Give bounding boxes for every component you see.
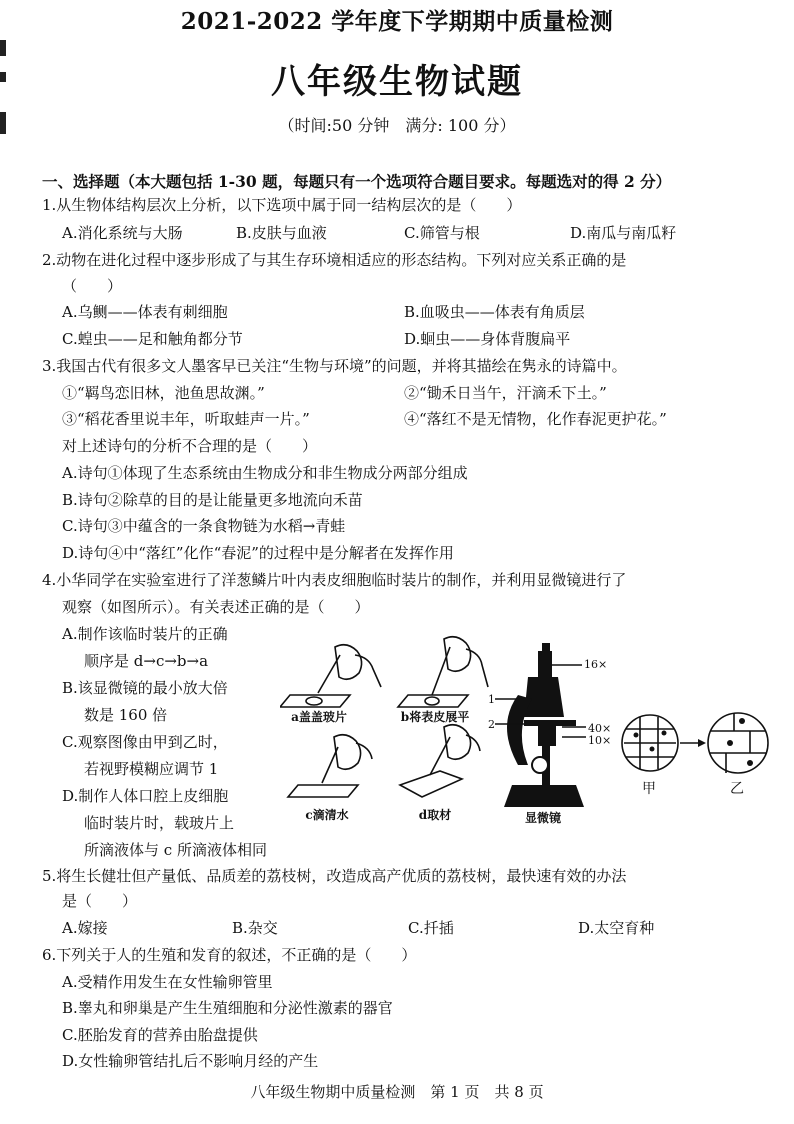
label-yi: 乙 <box>730 781 744 797</box>
section-heading: 一、选择题（本大题包括 1-30 题，每题只有一个选项符合题目要求。每题选对的得 2 分） <box>42 172 672 191</box>
field-of-view-yi <box>708 713 768 773</box>
question-1-stem: 1.从生物体结构层次上分析，以下选项中属于同一结构层次的是（ ） <box>42 196 522 214</box>
exam-title: 2021-2022 学年度下学期期中质量检测 <box>180 8 614 35</box>
question-3-stem: 3.我国古代有很多文人墨客早已关注“生物与环境”的问题，并将其描绘在隽永的诗篇中。 <box>42 357 627 375</box>
label-40x: 40× <box>588 722 612 735</box>
field-of-view-jia <box>622 715 678 771</box>
q5-option-c: C.扦插 <box>408 919 454 937</box>
q4-option-b-line1: B.该显微镜的最小放大倍 <box>62 679 228 697</box>
q5-option-a: A.嫁接 <box>62 919 108 937</box>
question-5-stem-cont: 是（ ） <box>62 892 138 910</box>
q4-option-b-line2: 数是 160 倍 <box>84 706 168 724</box>
q4-figure-drawing <box>280 625 780 830</box>
q4-option-c-line2: 若视野模糊应调节 1 <box>84 760 219 778</box>
q1-option-c: C.筛管与根 <box>404 224 480 242</box>
q4-option-d-line2: 临时装片时，载玻片上 <box>84 814 235 832</box>
scan-edge-mark <box>0 40 6 56</box>
caption-a: a盖盖玻片 <box>291 710 347 724</box>
q4-option-d-line3: 所滴液体与 c 所滴液体相同 <box>84 841 267 859</box>
q3-poem-1: ①“羁鸟恋旧林，池鱼思故渊。” <box>62 384 265 402</box>
q2-option-a: A.乌鲗——体表有刺细胞 <box>62 303 228 321</box>
label-jia: 甲 <box>642 781 656 797</box>
q3-poem-2: ②“锄禾日当午，汗滴禾下土。” <box>404 384 607 402</box>
q6-option-c: C.胚胎发育的营养由胎盘提供 <box>62 1026 258 1044</box>
step-c-illustration <box>288 735 372 797</box>
q1-option-b: B.皮肤与血液 <box>236 224 327 242</box>
microscope-illustration <box>495 643 586 807</box>
step-b-illustration <box>398 637 488 707</box>
label-16x: 16× <box>584 658 608 671</box>
q5-option-d: D.太空育种 <box>578 919 655 937</box>
label-1: 1 <box>488 693 495 706</box>
question-4-stem: 4.小华同学在实验室进行了洋葱鳞片叶内表皮细胞临时装片的制作，并利用显微镜进行了 <box>42 571 627 589</box>
step-a-illustration <box>280 645 381 707</box>
q1-option-a: A.消化系统与大肠 <box>62 224 183 242</box>
q3-prompt: 对上述诗句的分析不合理的是（ ） <box>62 437 318 455</box>
caption-microscope: 显微镜 <box>524 811 561 825</box>
label-10x: 10× <box>588 734 612 747</box>
q4-figure <box>280 625 780 830</box>
question-2-stem-cont: （ ） <box>62 277 123 295</box>
exam-info: （时间:50 分钟 满分: 100 分） <box>278 116 516 135</box>
arrow-head <box>698 739 706 747</box>
q3-poem-3: ③“稻花香里说丰年，听取蛙声一片。” <box>62 410 310 428</box>
q4-option-a-line1: A.制作该临时装片的正确 <box>62 625 228 643</box>
q5-option-b: B.杂交 <box>232 919 278 937</box>
q3-poem-4: ④“落红不是无情物，化作春泥更护花。” <box>404 410 667 428</box>
q6-option-b: B.睾丸和卵巢是产生生殖细胞和分泌性激素的器官 <box>62 999 393 1017</box>
q4-option-a-line2: 顺序是 d→c→b→a <box>84 652 209 670</box>
caption-b: b将表皮展平 <box>400 710 470 724</box>
page-footer: 八年级生物期中质量检测 第 1 页 共 8 页 <box>250 1083 544 1101</box>
q1-option-d: D.南瓜与南瓜籽 <box>570 224 677 242</box>
q2-option-b: B.血吸虫——体表有角质层 <box>404 303 585 321</box>
step-d-illustration <box>400 725 480 797</box>
q4-option-c-line1: C.观察图像由甲到乙时， <box>62 733 228 751</box>
question-4-stem-cont: 观察（如图所示）。有关表述正确的是（ ） <box>62 598 370 616</box>
question-6-stem: 6.下列关于人的生殖和发育的叙述，不正确的是（ ） <box>42 946 417 964</box>
q2-option-d: D.蛔虫——身体背腹扁平 <box>404 330 571 348</box>
label-2: 2 <box>488 718 495 731</box>
caption-c: c滴清水 <box>305 808 349 822</box>
q3-option-a: A.诗句①体现了生态系统由生物成分和非生物成分两部分组成 <box>62 464 468 482</box>
q3-option-b: B.诗句②除草的目的是让能量更多地流向禾苗 <box>62 491 363 509</box>
question-2-stem: 2.动物在进化过程中逐步形成了与其生存环境相适应的形态结构。下列对应关系正确的是 <box>42 251 627 269</box>
q3-option-c: C.诗句③中蕴含的一条食物链为水稻→青蛙 <box>62 517 346 535</box>
q4-option-d-line1: D.制作人体口腔上皮细胞 <box>62 787 229 805</box>
q2-option-c: C.蝗虫——足和触角都分节 <box>62 330 243 348</box>
q6-option-a: A.受精作用发生在女性输卵管里 <box>62 973 273 991</box>
q6-option-d: D.女性输卵管结扎后不影响月经的产生 <box>62 1052 319 1070</box>
subject-title: 八年级生物试题 <box>271 62 523 102</box>
question-5-stem: 5.将生长健壮但产量低、品质差的荔枝树，改造成高产优质的荔枝树，最快速有效的办法 <box>42 867 627 885</box>
q3-option-d: D.诗句④中“落红”化作“春泥”的过程中是分解者在发挥作用 <box>62 544 454 562</box>
caption-d: d取材 <box>418 808 452 822</box>
